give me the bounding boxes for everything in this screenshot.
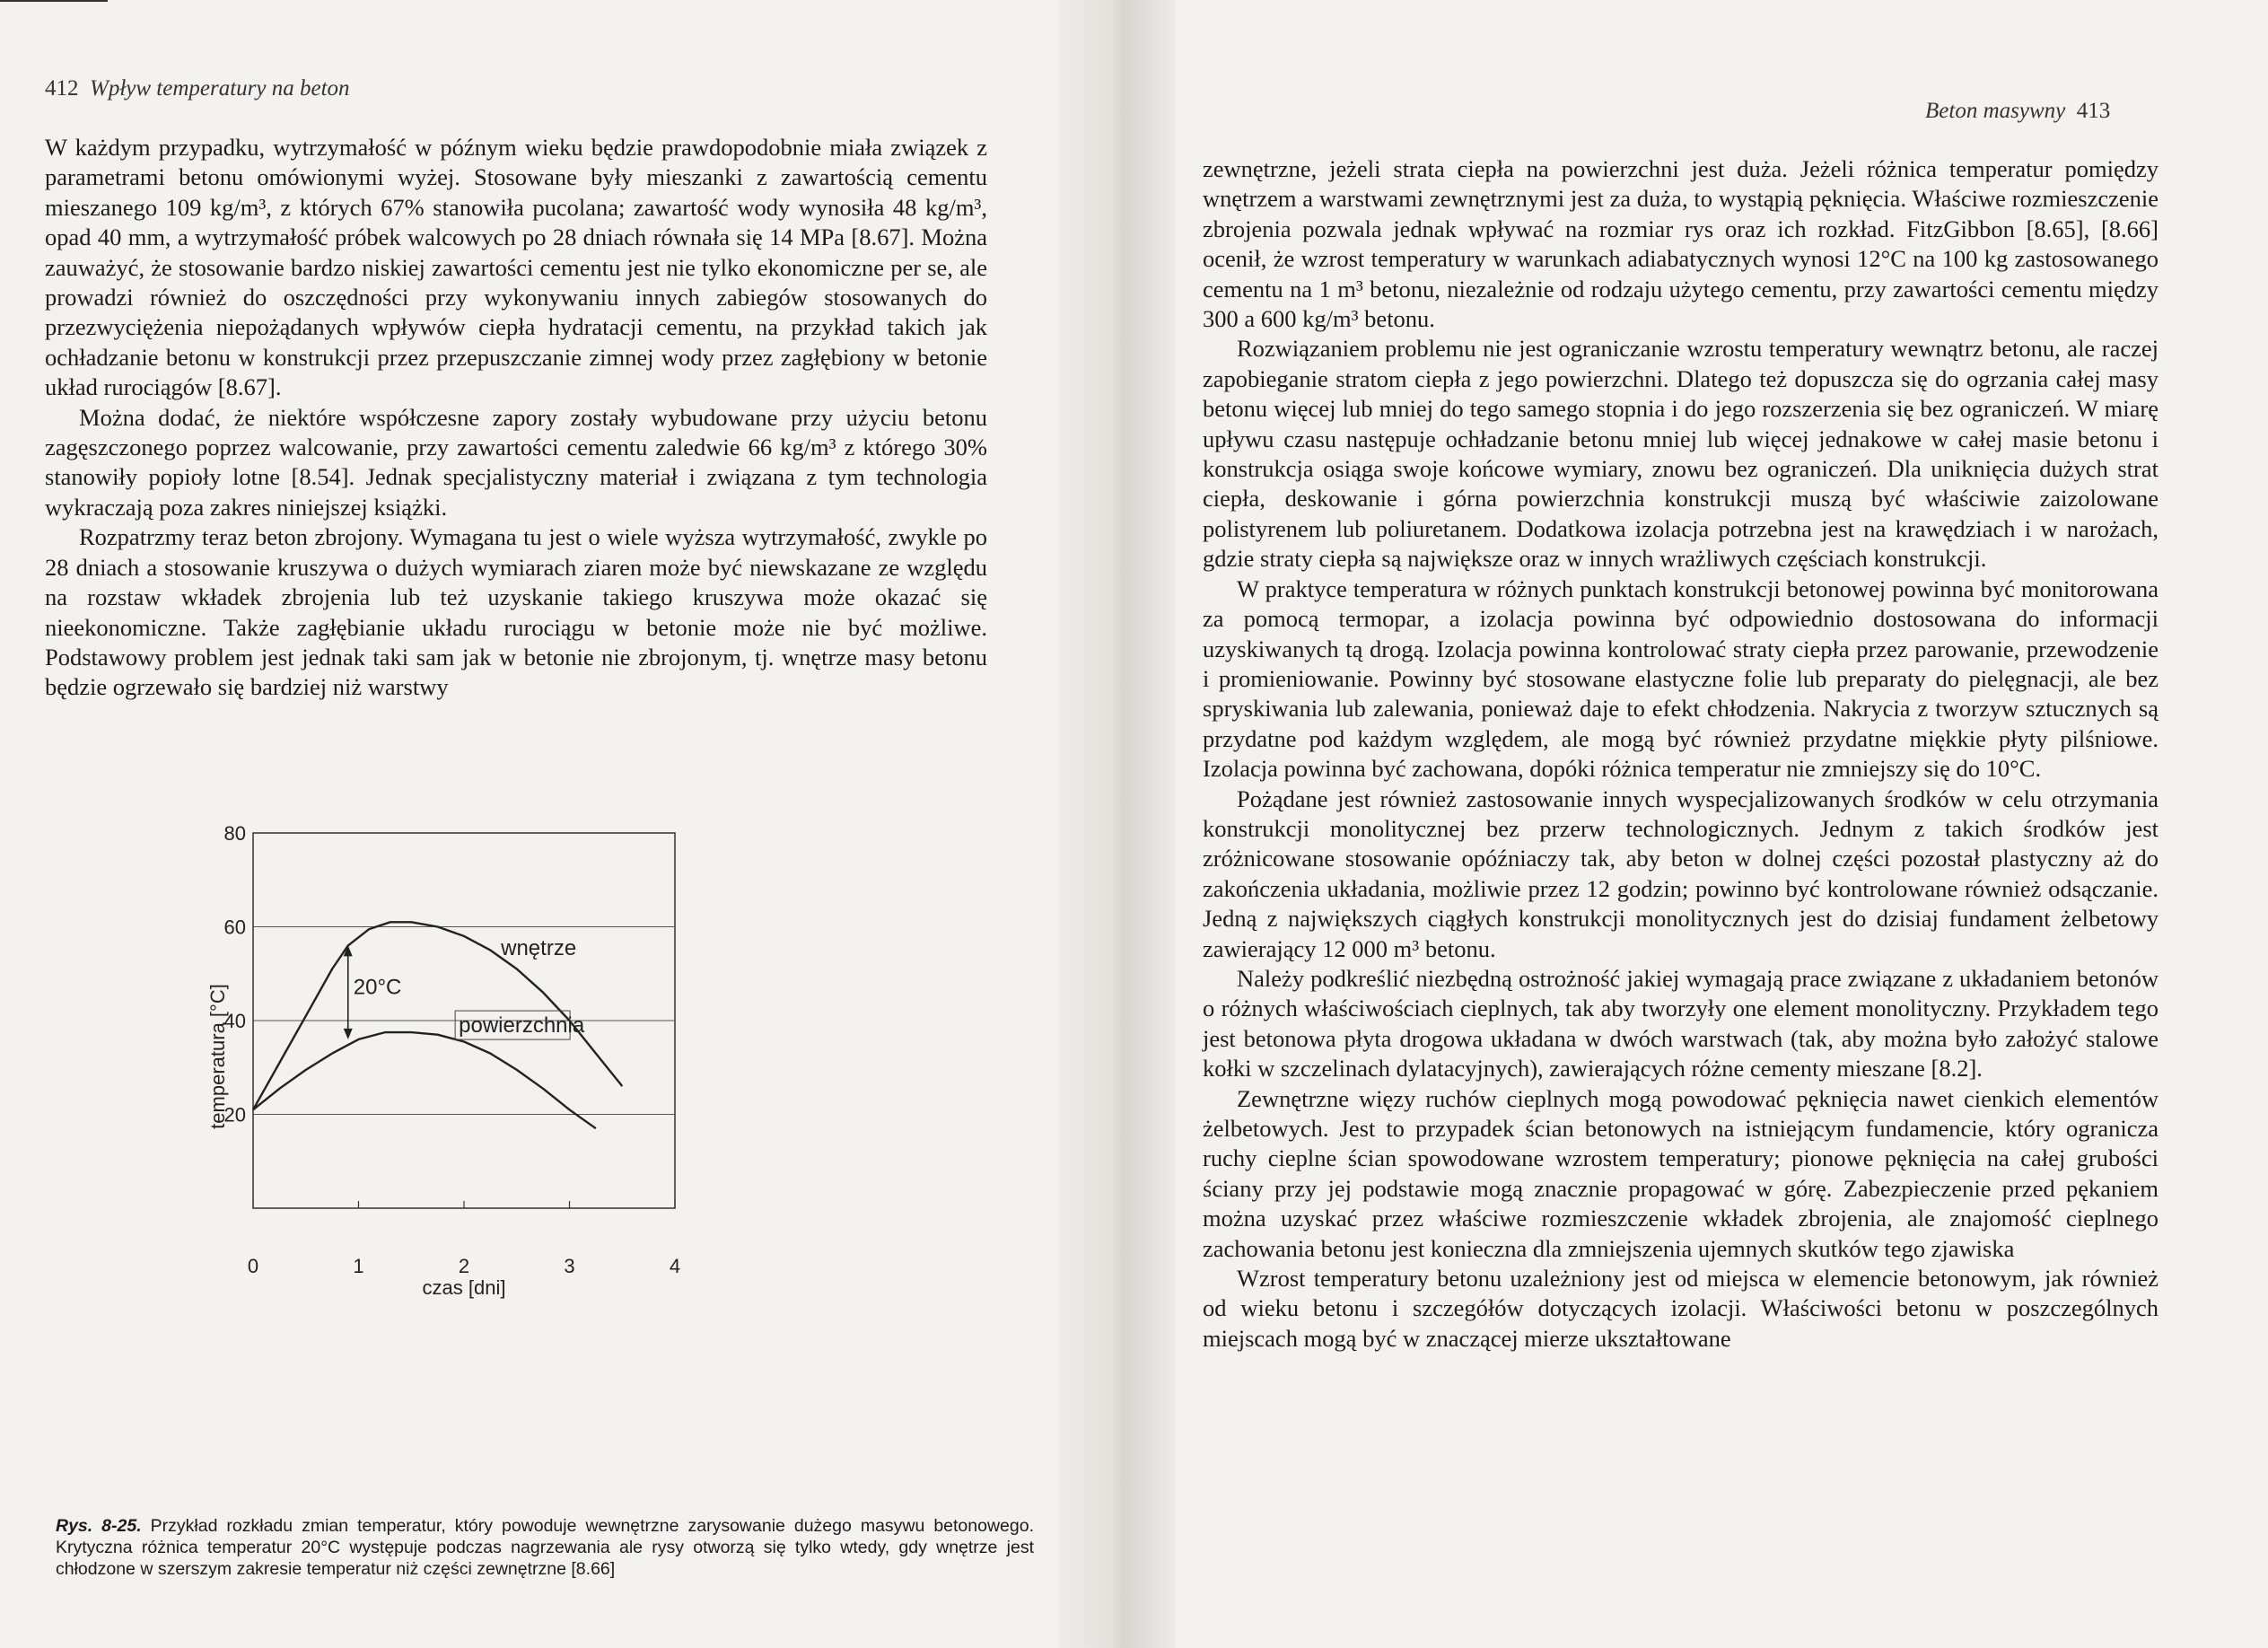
x-tick-label: 2 xyxy=(458,1255,470,1277)
right-body-text xyxy=(1203,154,2159,1354)
paragraph: W praktyce temperatura w różnych punktach konstrukcji betonowej powinna być monitorowana za pomocą termopar, a izolacja powinna być odpowiednio dostosowana do informacji uzyskiwanych tą drogą. Izolacja powinna kontrolować straty ciepła przez parowanie, przewodzenie i promieniowanie. Powinny być stosowane elastyczne folie lub preparaty do pielęgnacji, ale bez spryskiwania lub zalewania, ponieważ daje to efekt chłodzenia. Nakrycia z tworzyw sztucznych są przydatne pod każdym względem, ale mogą być również przydatne miękkie płyty pilśniowe. Izolacja powinna być zachowana, dopóki różnica temperatur nie zmniejszy się do 10°C. xyxy=(1203,574,2159,783)
x-tick-label: 1 xyxy=(353,1255,364,1277)
y-tick-label: 20 xyxy=(223,1103,246,1126)
paragraph: Zewnętrzne więzy ruchów cieplnych mogą powodować pęknięcia nawet cienkich elementów żelbetowych. Jest to przypadek ścian betonowych na istniejącym fundamencie, który ogranicza ruchy cieplne ścian spowodowane wzrostem temperatury; pionowe pęknięcia na całej grubości ściany przy jej podstawie mogą znacznie propagować w górę. Zabezpieczenie przed pękaniem można uzyskać przez właściwe rozmieszczenie wkładek zbrojenia, ale znajomość cieplnego zachowania betonu jest konieczna dla zmniejszenia ujemnych skutków tego zjawiska xyxy=(1203,1084,2159,1262)
x-tick-label: 4 xyxy=(669,1255,681,1277)
y-tick-label: 40 xyxy=(223,1010,246,1032)
book-gutter xyxy=(1059,0,1176,1648)
paragraph: W każdym przypadku, wytrzymałość w późnym wieku będzie prawdopodobnie miała związek z parametrami betonu omówionymi wyżej. Stosowane były mieszanki z zawartością cementu mieszanego 109 kg/m³, z których 67% stanowiła pucolana; zawartość wody wynosiła 48 kg/m³, opad 40 mm, a wytrzymałość próbek walcowych po 28 dniach równała się 14 MPa [8.67]. Można zauważyć, że stosowanie bardzo niskiej zawartości cementu jest nie tylko ekonomiczne per se, ale prowadzi również do oszczędności przy wykonywaniu innych zabiegów stosowanych do przezwyciężenia niepożądanych wpływów ciepła hydratacji cementu, na przykład takich jak ochładzanie betonu w konstrukcji przez przepuszczanie zimnej wody przez zagłębiony w betonie układ rurociągów [8.67]. xyxy=(45,134,987,401)
annotation-label: 20°C xyxy=(353,975,402,1000)
x-tick-label: 0 xyxy=(247,1255,259,1277)
page-number-right: 413 xyxy=(2076,99,2111,123)
running-head-left: Wpływ temperatury na beton xyxy=(90,76,350,101)
y-tick-label: 60 xyxy=(223,916,246,939)
paragraph: Rozwiązaniem problemu nie jest ograniczanie wzrostu temperatury wewnątrz betonu, ale raczej zapobieganie stratom ciepła z jego powierzchni. Dlatego też dopuszcza się do ogrzania całej masy betonu więcej lub mniej do tego samego stopnia i do jego rozszerzenia się bez ograniczeń. W miarę upływu czasu następuje ochładzanie betonu mniej lub więcej jednakowe w całej masie betonu i konstrukcja osiąga swoje końcowe wymiary, znowu bez ograniczeń. Dla uniknięcia dużych strat ciepła, deskowanie i górna powierzchnia konstrukcji muszą być właściwie zaizolowane polistyrenem lub poliuretanem. Dodatkowa izolacja potrzebna jest na krawędziach i w narożach, gdzie straty ciepła są największe oraz w innych wrażliwych częściach konstrukcji. xyxy=(1203,335,2159,573)
figure-caption xyxy=(56,1515,1034,1580)
y-tick-label: 80 xyxy=(223,824,246,845)
page-number-left: 412 xyxy=(45,76,79,101)
chart-svg xyxy=(206,824,915,1506)
paragraph: Należy podkreślić niezbędną ostrożność jakiej wymagają prace związane z układaniem betonów o różnych właściwościach cieplnych, tak aby tworzyły one element monolityczny. Przykładem tego jest betonowa płyta drogowa układana w dwóch warstwach (tak, aby można było założyć stalowe kołki w szczelinach dylatacyjnych), zawierających różne cementy mieszane [8.2]. xyxy=(1203,964,2159,1083)
right-running-header xyxy=(1925,99,2110,124)
series-label-inner: wnętrze xyxy=(501,935,577,960)
paragraph: Można dodać, że niektóre współczesne zapory zostały wybudowane przy użyciu betonu zagęszczonego poprzez walcowanie, przy zawartości cementu zaledwie 66 kg/m³ z którego 30% stanowiły popioły lotne [8.54]. Jednak specjalistyczny materiał i związana z tym technologia wykraczają poza zakres niniejszej książki. xyxy=(45,403,987,521)
right-page xyxy=(1167,0,2268,1648)
caption-label: Rys. 8-25. xyxy=(56,1516,142,1536)
paragraph: zewnętrzne, jeżeli strata ciepła na powierzchni jest duża. Jeżeli różnica temperatur pomiędzy wnętrzem a warstwami zewnętrznymi jest za duża, to wystąpią pęknięcia. Właściwe rozmieszczenie zbrojenia pozwala jednak wpływać na rozmiar rys oraz ich rozkład. FitzGibbon [8.65], [8.66] ocenił, że wzrost temperatury w warunkach adiabatycznych wynosi 12°C na 100 kg zastosowanego cementu na 1 m³ betonu, niezależnie od rodzaju użytego cementu, przy zawartości cementu między 300 a 600 kg/m³ betonu. xyxy=(1203,155,2159,333)
caption-text: Przykład rozkładu zmian temperatur, który powoduje wewnętrzne zarysowanie dużego masywu betonowego. Krytyczna różnica temperatur 20°C występuje podczas nagrzewania ale rysy otworzą się tylko wtedy, gdy wnętrze jest chłodzone w szerszym zakresie temperatur niż części zewnętrzne [8.66] xyxy=(56,1516,1035,1579)
temperature-chart xyxy=(206,824,915,1506)
left-running-header xyxy=(45,76,350,101)
left-page xyxy=(0,0,1068,1648)
running-head-right: Beton masywny xyxy=(1925,99,2066,123)
paragraph: Rozpatrzmy teraz beton zbrojony. Wymagana tu jest o wiele wyższa wytrzymałość, zwykle po 28 dniach a stosowanie kruszywa o dużych wymiarach ziaren może być niewskazane ze względu na rozstaw wkładek zbrojenia lub też uzyskanie takiego kruszywa może okazać się nieekonomiczne. Także zagłębianie układu rurociągu w betonie może nie być możliwe. Podstawowy problem jest jednak taki sam jak w betonie nie zbrojonym, tj. wnętrze masy betonu będzie ogrzewało się bardziej niż warstwy xyxy=(45,523,987,701)
paragraph: Pożądane jest również zastosowanie innych wyspecjalizowanych środków w celu otrzymania konstrukcji monolitycznej bez przerw technologicznych. Jednym z takich środków jest zróżnicowane stosowanie opóźniaczy tak, aby beton w dolnej części pozostał plastyczny aż do zakończenia układania, możliwie przez 12 godzin; powinno być kontrolowane również odsączanie. Jedną z największych ciągłych konstrukcji monolitycznych jest do dzisiaj fundament żelbetowy zawierający 12 000 m³ betonu. xyxy=(1203,785,2159,962)
left-body-text xyxy=(45,133,987,703)
annotation-arrowhead xyxy=(344,1029,353,1039)
y-axis-label: temperatura [°C] xyxy=(206,984,229,1129)
paragraph: Wzrost temperatury betonu uzależniony jest od miejsca w elemencie betonowym, jak również od wieku betonu i szczegółów dotyczących izolacji. Właściwości betonu w poszczególnych miejscach mogą być w znaczącej mierze ukształtowane xyxy=(1203,1265,2159,1352)
series-label-surface: powierzchnia xyxy=(459,1013,585,1039)
x-axis-label: czas [dni] xyxy=(422,1276,506,1299)
x-tick-label: 3 xyxy=(564,1255,575,1277)
